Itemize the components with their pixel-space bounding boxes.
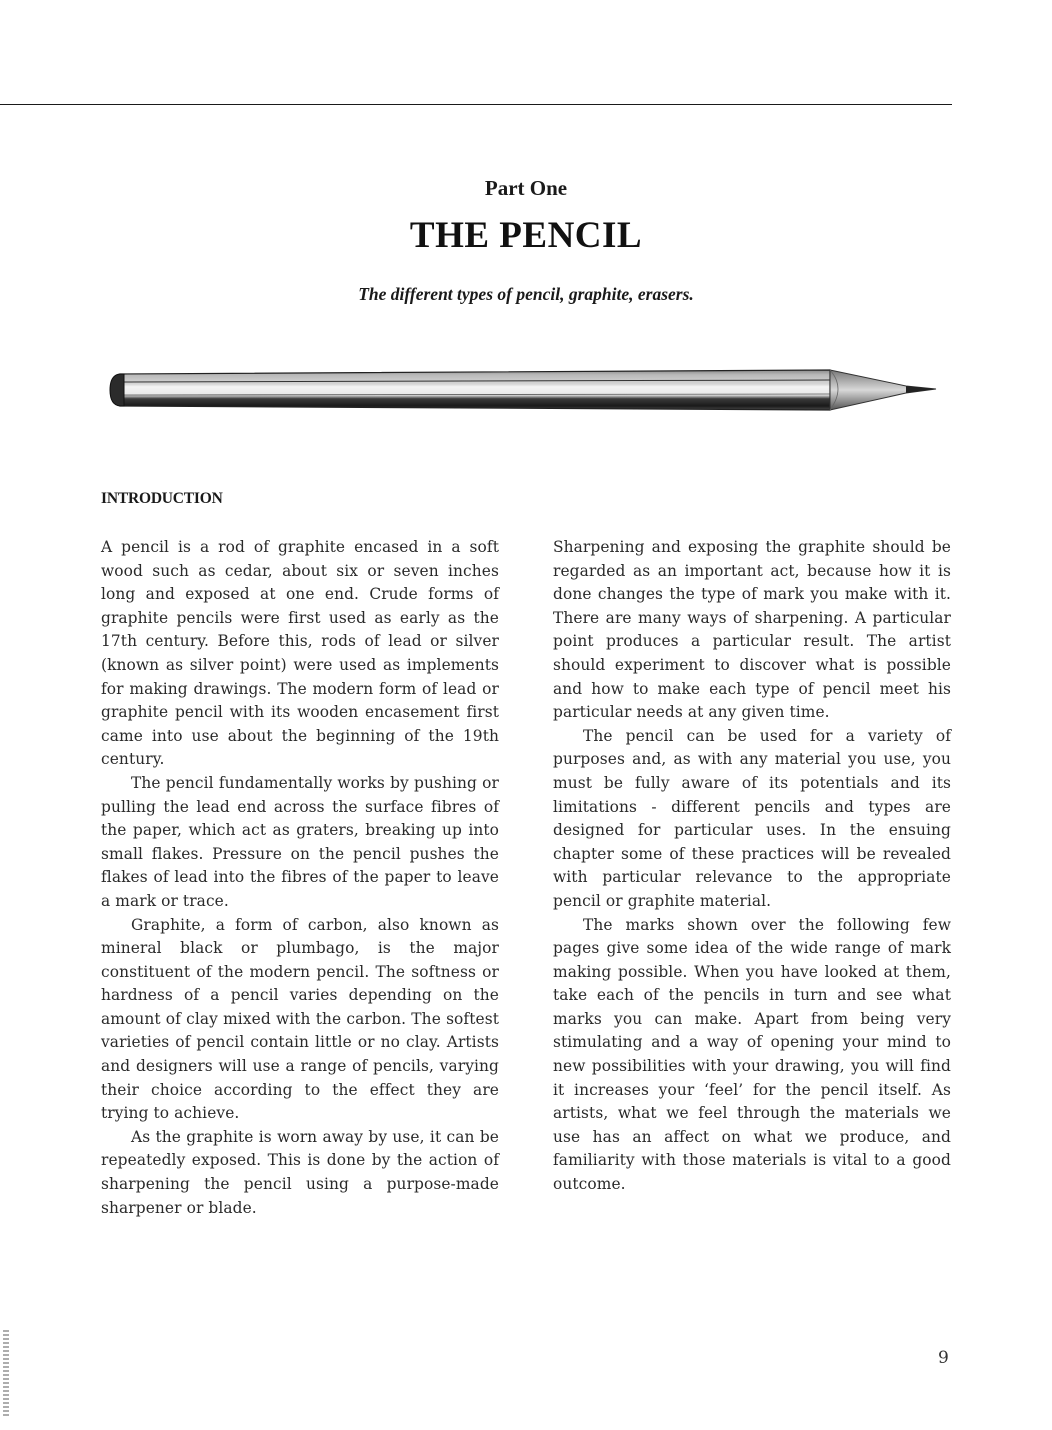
chapter-subtitle: The different types of pencil, graphite, erasers. — [358, 284, 694, 304]
text-column-right — [553, 536, 951, 1197]
chapter-title: THE PENCIL — [409, 215, 643, 256]
pencil-body — [120, 370, 830, 410]
text-column-left — [101, 536, 499, 1220]
pencil-end-cap — [110, 374, 124, 406]
margin-print-note — [3, 1330, 9, 1418]
paragraph: The pencil can be used for a variety of purposes and, as with any material you use, you must be fully aware of its potentials and its limitations - different pencils and types are designed for particular uses. In the ensuing chapter some of these practices will be revealed with particular relevance to the appropriate pencil or graphite material. — [553, 726, 951, 910]
paragraph: Sharpening and exposing the graphite should be regarded as an important act, because how it is done changes the type of mark you make with it. There are many ways of sharpening. A particular point produces a particular result. The artist should experiment to discover what is possible and how to make each type of pencil meet his particular needs at any given time. — [553, 538, 951, 722]
part-label: Part One — [484, 176, 568, 200]
paragraph: A pencil is a rod of graphite encased in a soft wood such as cedar, about six or seven inches long and exposed at one end. Crude forms of graphite pencils were first used as early as the 17th century. Before this, rods of lead or silver (known as silver point) were used as implements for making drawings. The modern form of lead or graphite pencil with its wooden encasement first came into use about the beginning of the 19th century. — [101, 538, 499, 769]
paragraph: The pencil fundamentally works by pushing or pulling the lead end across the surface fibres of the paper, which act as graters, breaking up into small flakes. Pressure on the pencil pushes the flakes of lead into the fibres of the paper to leave a mark or trace. — [101, 773, 499, 910]
paragraph: The marks shown over the following few pages give some idea of the wide range of mark making possible. When you have looked at them, take each of the pencils in turn and see what marks you can make. Apart from being very stimulating and a way of opening your mind to new possibilities with your drawing, you will find it increases your ‘feel’ for the pencil itself. As artists, what we feel through the materials we use has an affect on what we produce, and familiarity with those materials is vital to a good outcome. — [553, 915, 951, 1194]
paragraph: As the graphite is worn away by use, it can be repeatedly exposed. This is done by the action of sharpening the pencil using a purpose-made sharpener or blade. — [101, 1127, 499, 1217]
header-rule — [0, 104, 952, 105]
pencil-sharpened-tip — [830, 370, 936, 410]
pencil-illustration-icon — [106, 360, 938, 416]
section-heading: INTRODUCTION — [101, 490, 223, 507]
page-number: 9 — [938, 1348, 949, 1368]
paragraph: Graphite, a form of carbon, also known as mineral black or plumbago, is the major constituent of the modern pencil. The softness or hardness of a pencil varies depending on the amount of clay mixed with the carbon. The softest varieties of pencil contain little or no clay. Artists and designers will use a range of pencils, varying their choice according to the effect they are trying to achieve. — [101, 915, 499, 1123]
